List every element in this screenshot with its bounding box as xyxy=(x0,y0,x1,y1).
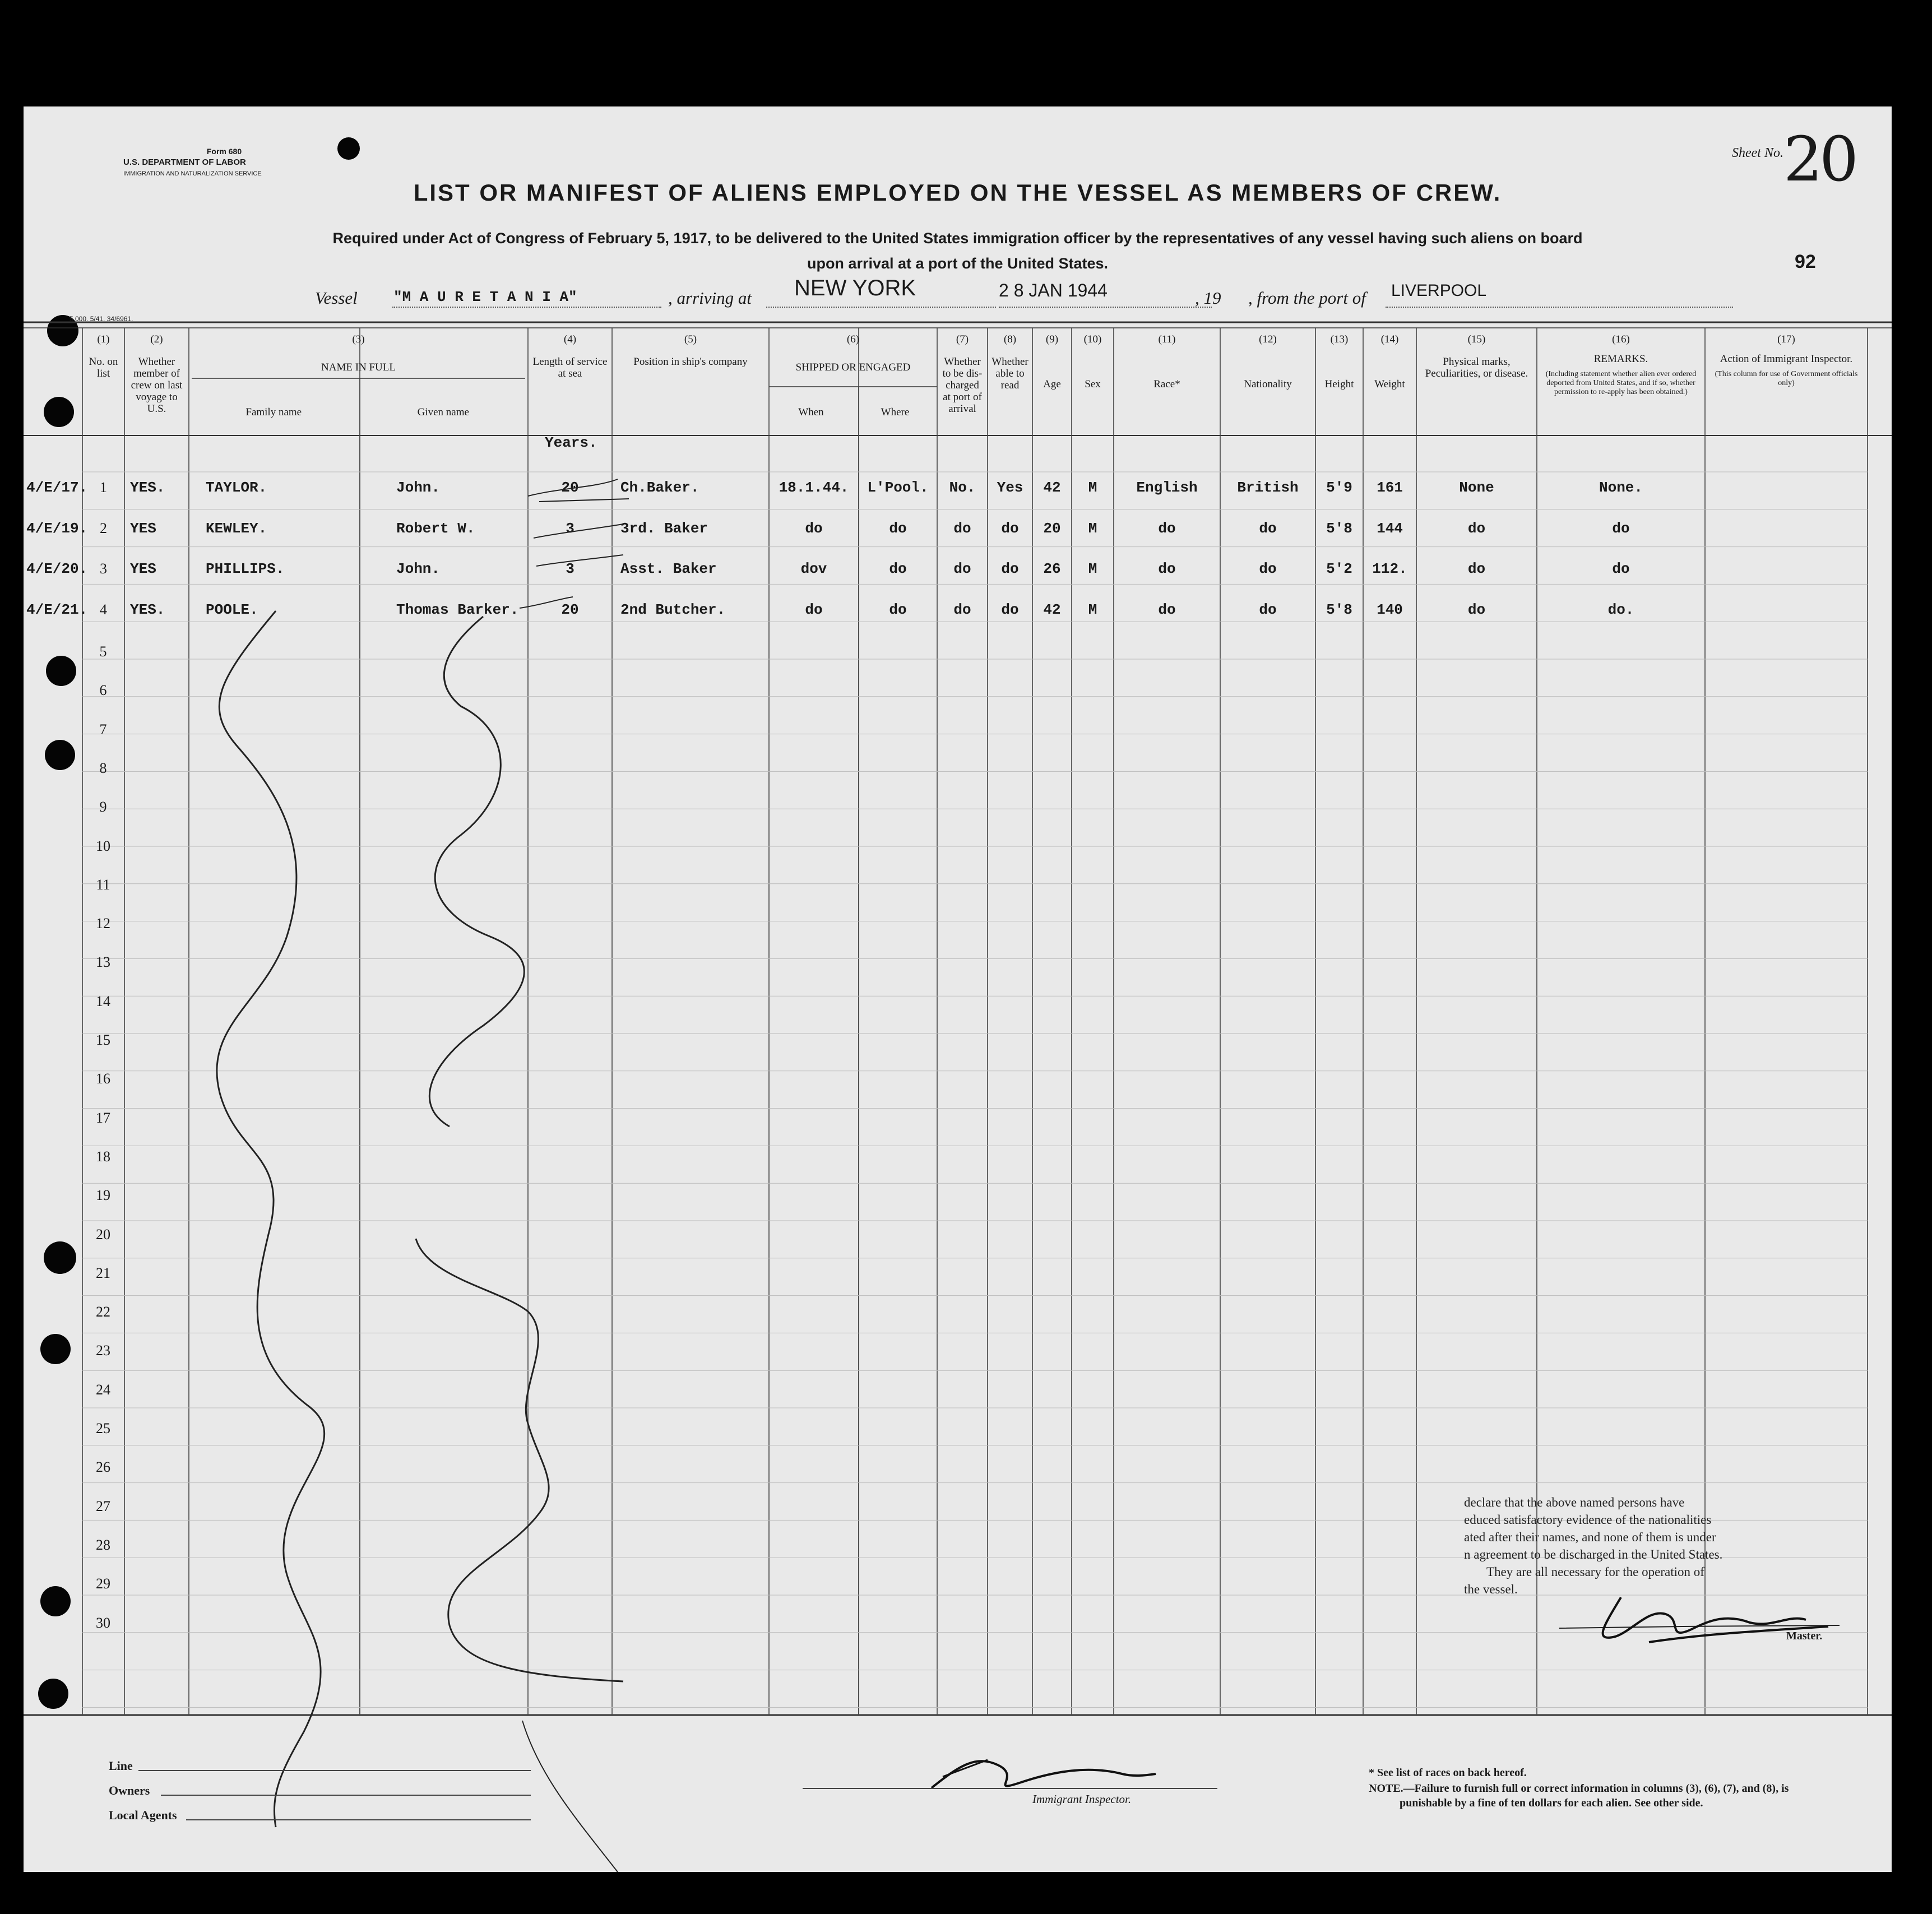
cell-race: do xyxy=(1158,601,1176,618)
row-number: 30 xyxy=(96,1614,110,1631)
owners-label: Owners xyxy=(109,1783,150,1797)
cell-no: 1 xyxy=(100,479,107,495)
row-number: 5 xyxy=(99,643,107,660)
cell-marks: None xyxy=(1459,479,1494,496)
cell-weight: 140 xyxy=(1377,601,1403,618)
row-number: 10 xyxy=(96,837,110,854)
row-number: 16 xyxy=(96,1070,110,1087)
row-number: 29 xyxy=(96,1575,110,1592)
column-label: Whether able to read xyxy=(992,356,1028,391)
cell-where: L'Pool. xyxy=(867,479,929,496)
cell-height: 5'8 xyxy=(1326,520,1352,537)
row-number: 13 xyxy=(96,954,110,971)
cell-sex: M xyxy=(1088,560,1097,577)
column-sublabel: Given name xyxy=(417,406,469,418)
row-number: 27 xyxy=(96,1498,110,1514)
column-label: REMARKS. xyxy=(1593,353,1648,365)
column-number: (12) xyxy=(1259,333,1277,345)
cell-where: do xyxy=(889,601,907,618)
column-number: (17) xyxy=(1777,333,1795,345)
row-number: 8 xyxy=(99,759,107,776)
cell-when: 18.1.44. xyxy=(779,479,849,496)
cell-remarks: do xyxy=(1612,560,1630,577)
column-label: Whether to be dis-charged at port of arrival xyxy=(942,356,983,415)
row-number: 25 xyxy=(96,1420,110,1436)
column-label: Nationality xyxy=(1244,378,1292,390)
column-label: Height xyxy=(1324,378,1354,390)
subtitle-line1: Required under Act of Congress of February 5, 1917, to be delivered to the United States immigration officer by the representatives of any vessel having such aliens on board xyxy=(332,230,1583,247)
cell-nationality: do xyxy=(1259,520,1277,537)
cell-where: do xyxy=(889,560,907,577)
cell-ref: 4/E/17. xyxy=(26,479,88,496)
cell-race: English xyxy=(1136,479,1198,496)
column-number: (3) xyxy=(352,333,365,345)
cell-position: Ch.Baker. xyxy=(620,479,699,496)
column-number: (1) xyxy=(97,333,110,345)
cell-read: do xyxy=(1001,601,1019,618)
declaration-line: n agreement to be discharged in the United States. xyxy=(1464,1547,1723,1561)
cell-family: PHILLIPS. xyxy=(206,560,285,577)
cell-service: 20 xyxy=(561,479,579,496)
row-number: 26 xyxy=(96,1459,110,1476)
page-title: LIST OR MANIFEST OF ALIENS EMPLOYED ON THE VESSEL AS MEMBERS OF CREW. xyxy=(413,179,1502,206)
column-sublabel: Where xyxy=(881,406,910,418)
year-label: , 19 xyxy=(1195,288,1221,308)
column-note: (This column for use of Government officials only) xyxy=(1715,370,1858,387)
arriving-label: , arriving at xyxy=(668,288,752,308)
cell-sex: M xyxy=(1088,520,1097,537)
departure-port: LIVERPOOL xyxy=(1391,281,1487,300)
form-number: Form 680 xyxy=(206,147,242,156)
column-number: (10) xyxy=(1083,333,1102,345)
row-number: 24 xyxy=(96,1381,110,1398)
line-label: Line xyxy=(109,1759,133,1773)
cell-marks: do xyxy=(1467,601,1486,618)
agents-field xyxy=(186,1819,531,1820)
column-label: Race* xyxy=(1153,378,1180,390)
cell-family: KEWLEY. xyxy=(206,520,267,537)
row-number: 19 xyxy=(96,1187,110,1204)
manifest-sheet xyxy=(24,106,1892,1872)
cell-read: Yes xyxy=(997,479,1023,496)
row-number: 23 xyxy=(96,1342,110,1359)
master-signature xyxy=(1537,1575,1851,1659)
cell-height: 5'8 xyxy=(1326,601,1352,618)
column-label: Weight xyxy=(1374,378,1405,390)
cell-no: 4 xyxy=(100,601,107,618)
cell-discharged: do xyxy=(953,520,971,537)
column-number: (4) xyxy=(563,333,577,345)
cell-given: John. xyxy=(396,560,441,577)
cell-discharged: do xyxy=(953,601,971,618)
cell-given: Thomas Barker. xyxy=(396,601,519,618)
cell-weight: 112. xyxy=(1372,560,1407,577)
column-number: (6) xyxy=(846,333,860,345)
cell-service: 3 xyxy=(566,560,574,577)
cell-crew: YES xyxy=(130,520,156,537)
service-name: IMMIGRATION AND NATURALIZATION SERVICE xyxy=(123,170,262,177)
cell-sex: M xyxy=(1088,479,1097,496)
row-number: 17 xyxy=(96,1109,110,1126)
cell-race: do xyxy=(1158,560,1176,577)
cell-given: Robert W. xyxy=(396,520,475,537)
column-number: (5) xyxy=(684,333,697,345)
races-note: * See list of races on back hereof. xyxy=(1369,1767,1527,1779)
row-number: 18 xyxy=(96,1148,110,1165)
sheet-label: Sheet No. xyxy=(1732,146,1783,160)
fine-note-cont: punishable by a fine of ten dollars for each alien. See other side. xyxy=(1400,1797,1703,1809)
years-label: Years. xyxy=(545,434,597,451)
print-code: 5,000. 5/41. 34/6961. xyxy=(70,315,133,323)
cell-read: do xyxy=(1001,560,1019,577)
column-label: Sex xyxy=(1085,378,1101,390)
declaration-line: They are all necessary for the operation of xyxy=(1486,1565,1704,1579)
cell-position: Asst. Baker xyxy=(620,560,717,577)
cell-no: 3 xyxy=(100,560,107,577)
cell-age: 42 xyxy=(1043,479,1061,496)
line-field xyxy=(138,1770,531,1771)
cell-discharged: No. xyxy=(949,479,976,496)
column-number: (16) xyxy=(1612,333,1630,345)
inspector-label: Immigrant Inspector. xyxy=(1032,1792,1132,1806)
column-sublabel: When xyxy=(798,406,824,418)
column-number: (2) xyxy=(150,333,163,345)
column-number: (8) xyxy=(1003,333,1017,345)
cell-age: 20 xyxy=(1043,520,1061,537)
cell-crew: YES xyxy=(130,560,156,577)
cell-weight: 161 xyxy=(1377,479,1403,496)
column-number: (9) xyxy=(1045,333,1059,345)
subtitle-line2: upon arrival at a port of the United States. xyxy=(807,255,1109,272)
cell-nationality: British xyxy=(1237,479,1299,496)
row-number: 20 xyxy=(96,1226,110,1243)
inspector-line xyxy=(803,1788,1217,1789)
cell-weight: 144 xyxy=(1377,520,1403,537)
cell-service: 20 xyxy=(561,601,579,618)
column-label: Age xyxy=(1043,378,1061,390)
row-number: 11 xyxy=(96,876,110,893)
cell-crew: YES. xyxy=(130,601,165,618)
row-number: 7 xyxy=(99,721,107,738)
cell-ref: 4/E/21. xyxy=(26,601,88,618)
column-label: Position in ship's company xyxy=(633,356,748,368)
declaration-line: ated after their names, and none of them is under xyxy=(1464,1530,1716,1544)
row-number: 12 xyxy=(96,915,110,932)
column-label: Length of service at sea xyxy=(532,356,608,379)
row-number: 28 xyxy=(96,1536,110,1553)
cell-family: POOLE. xyxy=(206,601,258,618)
row-number: 9 xyxy=(99,799,107,815)
fine-note: NOTE.—Failure to furnish full or correct information in columns (3), (6), (7), and (8), is xyxy=(1369,1782,1789,1795)
cell-age: 26 xyxy=(1043,560,1061,577)
from-port-label: , from the port of xyxy=(1248,288,1366,308)
cell-marks: do xyxy=(1467,560,1486,577)
cell-sex: M xyxy=(1088,601,1097,618)
sheet-number: 20 xyxy=(1783,123,1855,195)
cell-when: do xyxy=(805,601,823,618)
cell-nationality: do xyxy=(1259,601,1277,618)
row-number: 15 xyxy=(96,1032,110,1048)
vessel-name: "M A U R E T A N I A" xyxy=(393,289,577,305)
cell-age: 42 xyxy=(1043,601,1061,618)
cell-height: 5'2 xyxy=(1326,560,1352,577)
row-number: 14 xyxy=(96,993,110,1009)
cell-crew: YES. xyxy=(130,479,165,496)
column-number: (14) xyxy=(1380,333,1399,345)
owners-field xyxy=(161,1795,531,1796)
declaration-line: educed satisfactory evidence of the nationalities xyxy=(1464,1513,1712,1527)
column-number: (11) xyxy=(1158,333,1176,345)
cell-position: 3rd. Baker xyxy=(620,520,708,537)
row-number: 22 xyxy=(96,1304,110,1320)
cell-remarks: do. xyxy=(1607,601,1634,618)
column-label: NAME IN FULL xyxy=(321,362,396,373)
vessel-label: Vessel xyxy=(315,288,358,308)
arrival-date-stamp: 2 8 JAN 1944 xyxy=(999,280,1108,300)
column-label: Action of Immigrant Inspector. xyxy=(1720,353,1853,365)
column-number: (13) xyxy=(1330,333,1349,345)
declaration-line: the vessel. xyxy=(1464,1582,1518,1596)
cell-ref: 4/E/19. xyxy=(26,520,88,537)
cell-read: do xyxy=(1001,520,1019,537)
cell-remarks: do xyxy=(1612,520,1630,537)
arrival-port: NEW YORK xyxy=(794,276,916,300)
declaration-line: declare that the above named persons have xyxy=(1464,1495,1685,1509)
cell-when: do xyxy=(805,520,823,537)
cell-service: 3 xyxy=(566,520,574,537)
cell-race: do xyxy=(1158,520,1176,537)
column-number: (15) xyxy=(1467,333,1486,345)
cell-given: John. xyxy=(396,479,441,496)
row-number: 6 xyxy=(99,682,107,699)
cell-where: do xyxy=(889,520,907,537)
agents-label: Local Agents xyxy=(109,1808,177,1822)
row-number: 21 xyxy=(96,1264,110,1281)
column-label: SHIPPED OR ENGAGED xyxy=(795,362,911,373)
cell-position: 2nd Butcher. xyxy=(620,601,726,618)
column-label: Physical marks, Peculiarities, or disease. xyxy=(1425,356,1528,379)
cell-no: 2 xyxy=(100,520,107,536)
cell-ref: 4/E/20. xyxy=(26,560,88,577)
cell-family: TAYLOR. xyxy=(206,479,267,496)
column-label: Whether member of crew on last voyage to U.S. xyxy=(131,356,183,415)
page-number: 92 xyxy=(1795,251,1816,272)
cell-height: 5'9 xyxy=(1326,479,1352,496)
cell-remarks: None. xyxy=(1599,479,1643,496)
column-note: (Including statement whether alien ever ordered deported from United States, and if so, whether permission to re-apply has been obtained.) xyxy=(1545,370,1697,396)
cell-when: dov xyxy=(800,560,827,577)
column-label: No. on list xyxy=(89,356,118,379)
department-name: U.S. DEPARTMENT OF LABOR xyxy=(123,157,246,167)
column-sublabel: Family name xyxy=(245,406,302,418)
cell-discharged: do xyxy=(953,560,971,577)
master-label: Master. xyxy=(1786,1630,1823,1642)
column-number: (7) xyxy=(956,333,969,345)
cell-marks: do xyxy=(1467,520,1486,537)
cell-nationality: do xyxy=(1259,560,1277,577)
